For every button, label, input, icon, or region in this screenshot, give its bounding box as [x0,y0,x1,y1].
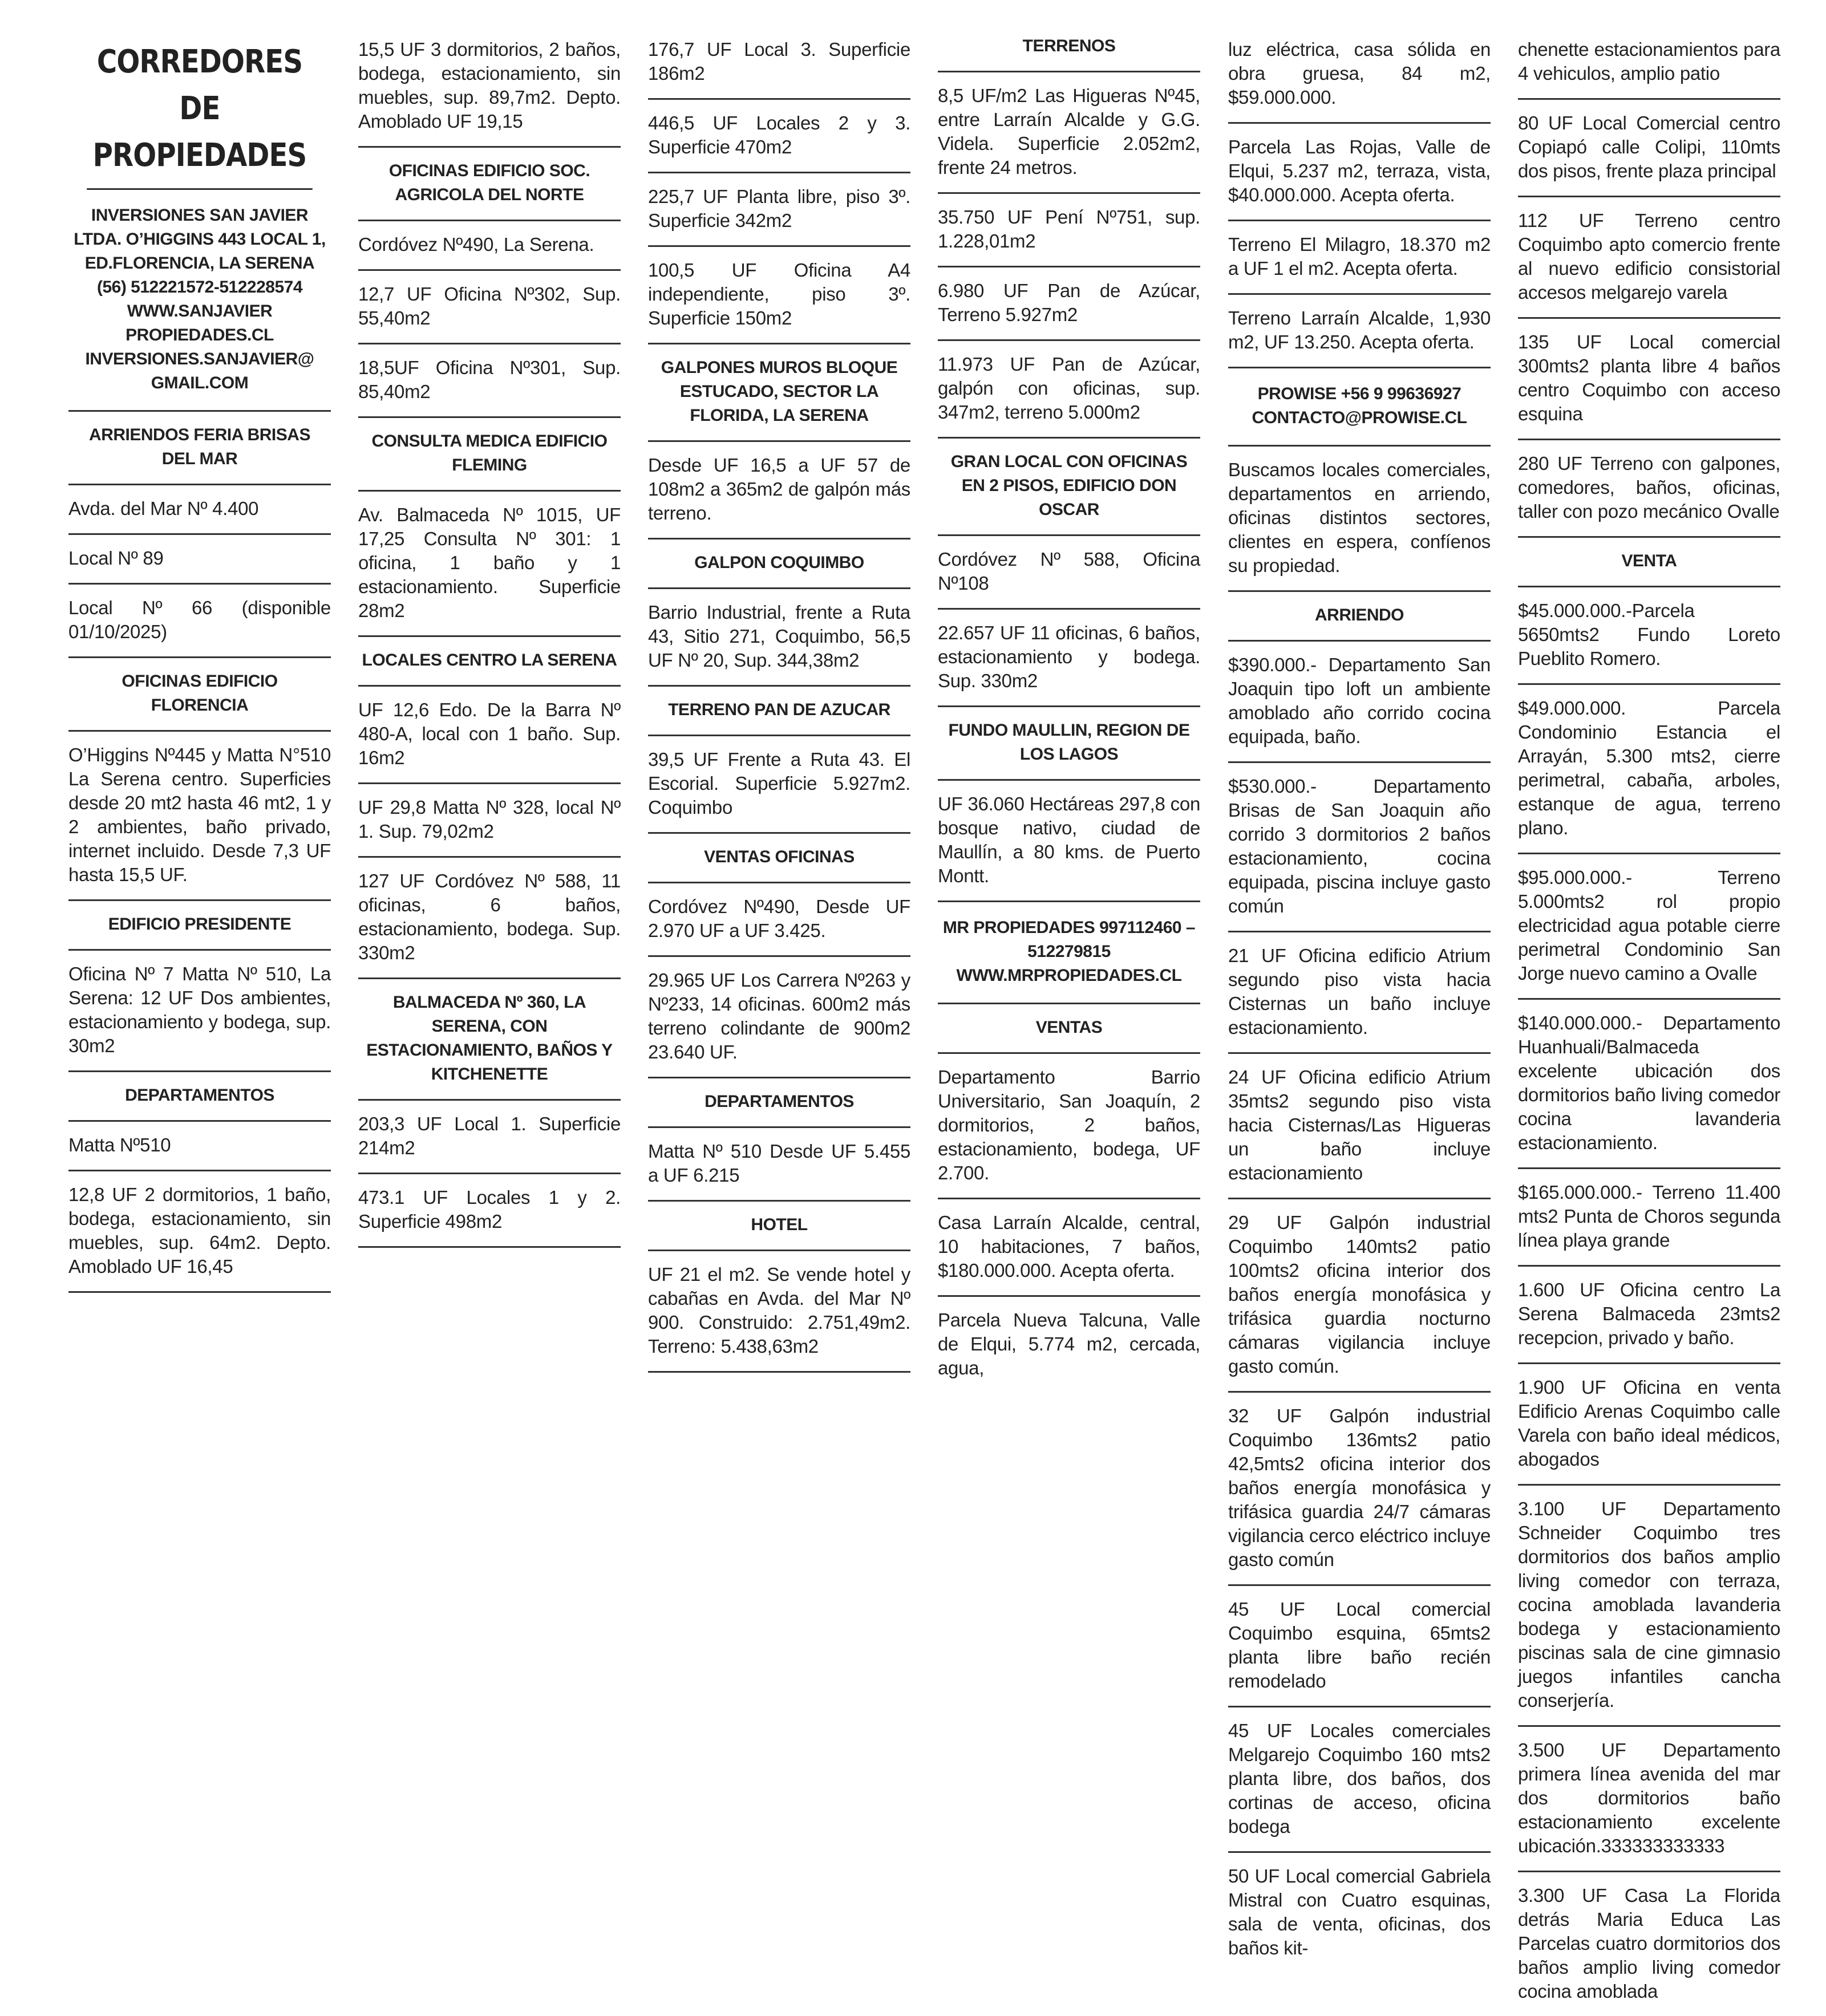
listing-item: 50 UF Local comercial Gabriela Mistral con Cuatro esquinas, sala de venta, oficinas, dos baños kit- [1228,1865,1491,1958]
section-header: FUNDO MAULLIN, REGION DE LOS LAGOS [938,707,1200,781]
section-header: VENTA [1518,538,1780,587]
listing-item: luz eléctrica, casa sólida en obra gruesa, 84 m2, $59.000.000. [1228,34,1491,124]
section-header: ARRIENDO [1228,592,1491,642]
section-header: GALPON COQUIMBO [648,540,910,589]
listing-item: $95.000.000.- Terreno 5.000mts2 rol propio electricidad agua potable cierre perimetral Condominio San Jorge nuevo camino a Ovalle [1518,854,1780,1000]
section-header: TERRENOS [938,34,1200,72]
listing-item: 12,7 UF Oficina Nº302, Sup. 55,40m2 [358,271,621,344]
section-header: DEPARTAMENTOS [648,1078,910,1128]
listing-item: 12,8 UF 2 dormitorios, 1 baño, bodega, estacionamiento, sin muebles, sup. 64m2. Depto. Amoblado UF 16,45 [68,1171,331,1293]
listing-item: Matta Nº510 [68,1122,331,1171]
section-header: GRAN LOCAL CON OFICINAS EN 2 PISOS, EDIFICIO DON OSCAR [938,439,1200,536]
listing-item: 225,7 UF Planta libre, piso 3º. Superficie 342m2 [648,173,910,247]
column-3 [648,34,910,1373]
column-5 [1228,34,1491,1973]
listing-item: $45.000.000.-Parcela 5650mts2 Fundo Loreto Pueblito Romero. [1518,587,1780,685]
listing-item: Buscamos locales comerciales, departamentos en arriendo, oficinas distintos sectores, clientes en espera, confíenos su propiedad. [1228,447,1491,592]
listing-item: Av. Balmaceda Nº 1015, UF 17,25 Consulta Nº 301: 1 oficina, 1 baño y 1 estacionamiento. Superficie 28m2 [358,492,621,637]
section-header: ARRIENDOS FERIA BRISAS DEL MAR [68,412,331,485]
section-header: LOCALES CENTRO LA SERENA [358,637,621,687]
listing-item: Casa Larraín Alcalde, central, 10 habitaciones, 7 baños, $180.000.000. Acepta oferta. [938,1199,1200,1297]
listing-item: UF 36.060 Hectáreas 297,8 con bosque nativo, ciudad de Maullín, a 80 kms. de Puerto Montt. [938,781,1200,902]
listing-item: 203,3 UF Local 1. Superficie 214m2 [358,1101,621,1174]
listing-item: 473.1 UF Locales 1 y 2. Superficie 498m2 [358,1174,621,1248]
listing-item: $530.000.- Departamento Brisas de San Joaquin año corrido 3 dormitorios 2 baños estacionamiento, cocina equipada, piscina incluye gasto común [1228,763,1491,932]
listing-item: Oficina Nº 7 Matta Nº 510, La Serena: 12 UF Dos ambientes, estacionamiento y bodega, sup. 30m2 [68,951,331,1072]
listing-item: 45 UF Locales comerciales Melgarejo Coquimbo 160 mts2 planta libre, dos baños, dos cortinas de acceso, oficina bodega [1228,1707,1491,1853]
agency-mr-propiedades: MR PROPIEDADES 997112460 – 512279815 WWW.MRPROPIEDADES.CL [938,902,1200,1004]
listing-item: Local Nº 89 [68,535,331,585]
listing-item: 21 UF Oficina edificio Atrium segundo piso vista hacia Cisternas un baño incluye estacionamiento. [1228,932,1491,1054]
listing-item: 39,5 UF Frente a Ruta 43. El Escorial. Superficie 5.927m2. Coquimbo [648,736,910,834]
listing-item: 45 UF Local comercial Coquimbo esquina, 65mts2 planta libre baño recién remodelado [1228,1586,1491,1707]
section-header: TERRENO PAN DE AZUCAR [648,687,910,736]
listing-item: 446,5 UF Locales 2 y 3. Superficie 470m2 [648,100,910,173]
listing-item: 1.600 UF Oficina centro La Serena Balmaceda 23mts2 recepcion, privado y baño. [1518,1267,1780,1364]
column-6 [1518,34,1780,2016]
listing-item: 18,5UF Oficina Nº301, Sup. 85,40m2 [358,344,621,418]
listing-item: UF 12,6 Edo. De la Barra Nº 480-A, local con 1 baño. Sup. 16m2 [358,687,621,784]
listing-item: 29 UF Galpón industrial Coquimbo 140mts2 patio 100mts2 oficina interior dos baños energía monofásica y trifásica guardia nocturno cámaras vigilancia incluye gasto común. [1228,1199,1491,1393]
listing-item: Terreno Larraín Alcalde, 1,930 m2, UF 13.250. Acepta oferta. [1228,295,1491,368]
listing-item: Barrio Industrial, frente a Ruta 43, Sitio 271, Coquimbo, 56,5 UF Nº 20, Sup. 344,38m2 [648,589,910,687]
listing-item: chenette estacionamientos para 4 vehiculos, amplio patio [1518,34,1780,100]
listing-item: 80 UF Local Comercial centro Copiapó calle Colipi, 110mts dos pisos, frente plaza principal [1518,100,1780,197]
listing-item: 3.300 UF Casa La Florida detrás Maria Educa Las Parcelas cuatro dormitorios dos baños amplio living comedor cocina amoblada [1518,1885,1780,2002]
listing-item: 127 UF Cordóvez Nº 588, 11 oficinas, 6 baños, estacionamiento, bodega. Sup. 330m2 [358,858,621,979]
page-title: CORREDORES DE PROPIEDADES [87,34,313,190]
listing-item: Cordóvez Nº 588, Oficina Nº108 [938,536,1200,610]
listing-item: Parcela Nueva Talcuna, Valle de Elqui, 5.774 m2, cercada, agua, [938,1309,1200,1378]
listing-item: 3.500 UF Departamento primera línea avenida del mar dos dormitorios baño estacionamiento excelente ubicación.333333333333 [1518,1727,1780,1872]
listing-item: 1.900 UF Oficina en venta Edificio Arenas Coquimbo calle Varela con baño ideal médicos, abogados [1518,1364,1780,1486]
listing-item: 6.980 UF Pan de Azúcar, Terreno 5.927m2 [938,267,1200,341]
listing-item: 15,5 UF 3 dormitorios, 2 baños, bodega, estacionamiento, sin muebles, sup. 89,7m2. Depto. Amoblado UF 19,15 [358,34,621,148]
column-1 [68,34,331,1293]
listing-item: 112 UF Terreno centro Coquimbo apto comercio frente al nuevo edificio consistorial accesos melgarejo varela [1518,197,1780,319]
section-header: GALPONES MUROS BLOQUE ESTUCADO, SECTOR LA FLORIDA, LA SERENA [648,344,910,442]
listing-item: $49.000.000. Parcela Condominio Estancia el Arrayán, 5.300 mts2, cierre perimetral, cabaña, arboles, estanque de agua, terreno plano. [1518,685,1780,854]
agency-prowise: PROWISE +56 9 99636927 CONTACTO@PROWISE.CL [1228,368,1491,447]
listing-item: Cordóvez Nº490, Desde UF 2.970 UF a UF 3.425. [648,883,910,957]
listing-item: $390.000.- Departamento San Joaquin tipo loft un ambiente amoblado año corrido cocina equipada, baño. [1228,642,1491,763]
section-header: CONSULTA MEDICA EDIFICIO FLEMING [358,418,621,492]
listing-item: Desde UF 16,5 a UF 57 de 108m2 a 365m2 de galpón más terreno. [648,442,910,540]
section-header: VENTAS OFICINAS [648,834,910,883]
listing-item: Departamento Barrio Universitario, San Joaquín, 2 dormitorios, 2 baños, estacionamiento, bodega, UF 2.700. [938,1054,1200,1199]
listing-item: 29.965 UF Los Carrera Nº263 y Nº233, 14 oficinas. 600m2 más terreno colindante de 900m2 23.640 UF. [648,957,910,1078]
section-header: VENTAS [938,1004,1200,1054]
section-header: DEPARTAMENTOS [68,1072,331,1122]
listing-item: Matta Nº 510 Desde UF 5.455 a UF 6.215 [648,1128,910,1202]
section-header: OFICINAS EDIFICIO SOC. AGRICOLA DEL NORTE [358,148,621,221]
listing-item: 280 UF Terreno con galpones, comedores, baños, oficinas, taller con pozo mecánico Ovalle [1518,440,1780,538]
listing-item: Cordóvez Nº490, La Serena. [358,221,621,271]
listing-item: 35.750 UF Pení Nº751, sup. 1.228,01m2 [938,194,1200,267]
listing-item: Local Nº 66 (disponible 01/10/2025) [68,585,331,658]
section-header: EDIFICIO PRESIDENTE [68,901,331,951]
listing-item: 176,7 UF Local 3. Superficie 186m2 [648,34,910,100]
listing-item: 3.100 UF Departamento Schneider Coquimbo tres dormitorios dos baños amplio living comedor con terraza, cocina amoblada lavanderia bodega y estacionamiento piscinas sala de cine gimnasio juegos infantiles cancha conserjería. [1518,1486,1780,1727]
agency-san-javier: INVERSIONES SAN JAVIER LTDA. O’HIGGINS 443 LOCAL 1, ED.FLORENCIA, LA SERENA (56) 512221572-512228574 WWW.SANJAVIER PROPIEDADES.CL INVERSIONES.SANJAVIER@ GMAIL.COM [68,190,331,412]
listing-item: $140.000.000.- Departamento Huanhuali/Balmaceda excelente ubicación dos dormitorios baño living comedor cocina lavanderia estacionamiento. [1518,1000,1780,1169]
section-header: HOTEL [648,1202,910,1251]
section-header: OFICINAS EDIFICIO FLORENCIA [68,658,331,732]
listing-item: UF 29,8 Matta Nº 328, local Nº 1. Sup. 79,02m2 [358,784,621,858]
listing-item: 100,5 UF Oficina A4 independiente, piso 3º. Superficie 150m2 [648,247,910,344]
listing-item: 135 UF Local comercial 300mts2 planta libre 4 baños centro Coquimbo con acceso esquina [1518,319,1780,440]
listing-item: 24 UF Oficina edificio Atrium 35mts2 segundo piso vista hacia Cisternas/Las Higueras un baño incluye estacionamiento [1228,1054,1491,1199]
listing-item: 8,5 UF/m2 Las Higueras Nº45, entre Larraín Alcalde y G.G. Videla. Superficie 2.052m2, frente 24 metros. [938,72,1200,194]
column-4 [938,34,1200,1393]
column-2 [358,34,621,1248]
listing-item: 22.657 UF 11 oficinas, 6 baños, estacionamiento y bodega. Sup. 330m2 [938,610,1200,707]
listing-item: O’Higgins Nº445 y Matta N°510 La Serena centro. Superficies desde 20 mt2 hasta 46 mt2, 1 y 2 ambientes, baño privado, internet incluido. Desde 7,3 UF hasta 15,5 UF. [68,732,331,901]
section-header: BALMACEDA Nº 360, LA SERENA, CON ESTACIONAMIENTO, BAÑOS Y KITCHENETTE [358,979,621,1101]
listing-item: UF 21 el m2. Se vende hotel y cabañas en Avda. del Mar Nº 900. Construido: 2.751,49m2. Terreno: 5.438,63m2 [648,1251,910,1373]
listing-item: 11.973 UF Pan de Azúcar, galpón con oficinas, sup. 347m2, terreno 5.000m2 [938,341,1200,439]
listing-item: Parcela Las Rojas, Valle de Elqui, 5.237 m2, terraza, vista, $40.000.000. Acepta oferta. [1228,124,1491,221]
listing-item: Terreno El Milagro, 18.370 m2 a UF 1 el m2. Acepta oferta. [1228,221,1491,295]
listing-item: 32 UF Galpón industrial Coquimbo 136mts2 patio 42,5mts2 oficina interior dos baños energía monofásica y trifásica guardia 24/7 cámaras vigilancia cerco eléctrico incluye gasto común [1228,1393,1491,1586]
listing-item: Avda. del Mar Nº 4.400 [68,485,331,535]
listing-item: $165.000.000.- Terreno 11.400 mts2 Punta de Choros segunda línea playa grande [1518,1169,1780,1267]
